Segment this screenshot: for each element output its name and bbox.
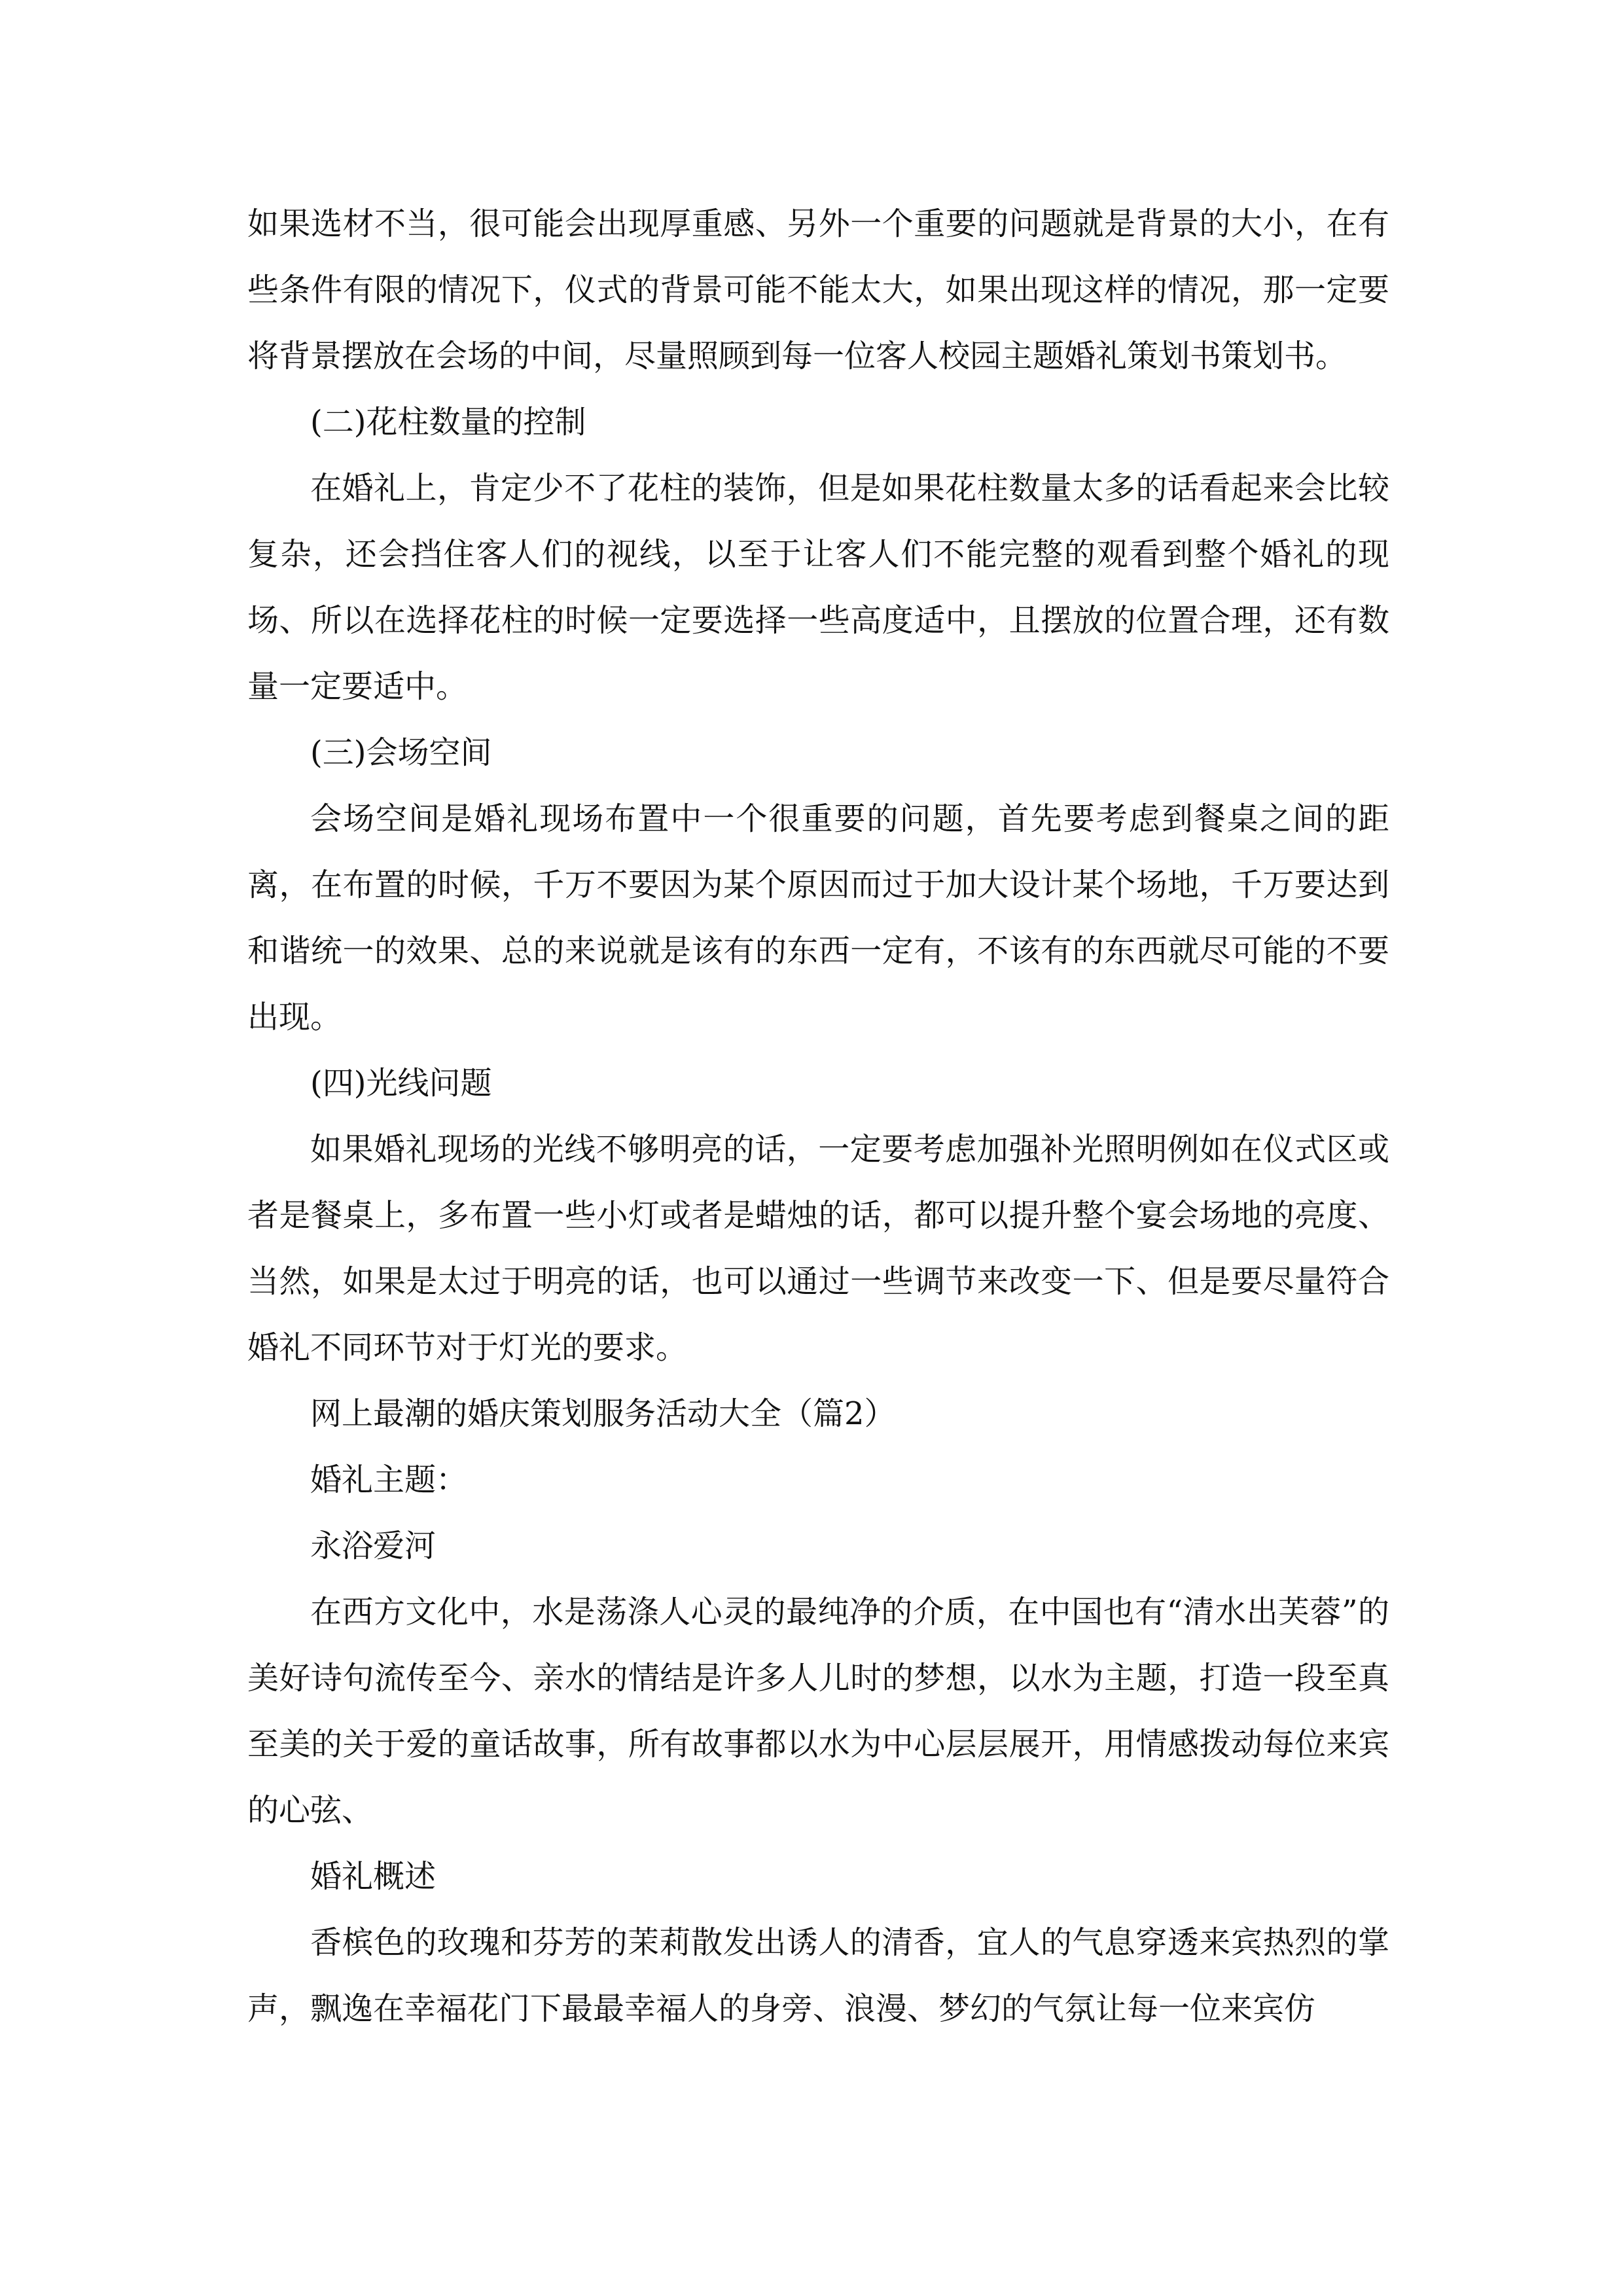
paragraph-lighting: 如果婚礼现场的光线不够明亮的话，一定要考虑加强补光照明例如在仪式区或者是餐桌上，多布置一些小灯或者是蜡烛的话，都可以提升整个宴会场地的亮度、当然，如果是太过于明亮的话，也可以通过一些调节来改变一下、但是要尽量符合婚礼不同环节对于灯光的要求。 xyxy=(247,1131,1389,1366)
label-wedding-overview: 婚礼概述 xyxy=(310,1858,437,1895)
paragraph-wedding-overview: 香槟色的玫瑰和芬芳的茉莉散发出诱人的清香，宜人的气息穿透来宾热烈的掌声，飘逸在幸福花门下最最幸福人的身旁、浪漫、梦幻的气氛让每一位来宾仿 xyxy=(247,1924,1389,2027)
section-heading-flower-pillars: (二)花柱数量的控制 xyxy=(310,404,586,440)
document-body xyxy=(247,191,1389,2042)
section-heading-lighting: (四)光线问题 xyxy=(310,1065,492,1102)
paragraph-theme-description: 在西方文化中，水是荡涤人心灵的最纯净的介质，在中国也有“清水出芙蓉”的美好诗句流传至今、亲水的情结是许多人儿时的梦想，以水为主题，打造一段至真至美的关于爱的童话故事，所有故事都以水为中心层层展开，用情感拨动每位来宾的心弦、 xyxy=(247,1594,1389,1829)
section-heading-venue-space: (三)会场空间 xyxy=(310,734,492,771)
continued-paragraph-background: 如果选材不当，很可能会出现厚重感、另外一个重要的问题就是背景的大小，在有些条件有限的情况下，仪式的背景可能不能太大，如果出现这样的情况，那一定要将背景摆放在会场的中间，尽量照顾到每一位客人校园主题婚礼策划书策划书。 xyxy=(247,206,1389,374)
label-wedding-theme: 婚礼主题： xyxy=(310,1462,468,1498)
paragraph-flower-pillars: 在婚礼上，肯定少不了花柱的装饰，但是如果花柱数量太多的话看起来会比较复杂，还会挡住客人们的视线，以至于让客人们不能完整的观看到整个婚礼的现场、所以在选择花柱的时候一定要选择一些高度适中，且摆放的位置合理，还有数量一定要适中。 xyxy=(247,470,1389,705)
article-title-part-2: 网上最潮的婚庆策划服务活动大全（篇2） xyxy=(310,1395,896,1432)
wedding-theme-name: 永浴爱河 xyxy=(310,1528,437,1564)
paragraph-venue-space: 会场空间是婚礼现场布置中一个很重要的问题，首先要考虑到餐桌之间的距离，在布置的时候，千万不要因为某个原因而过于加大设计某个场地，千万要达到和谐统一的效果、总的来说就是该有的东西一定有，不该有的东西就尽可能的不要出现。 xyxy=(247,800,1389,1035)
